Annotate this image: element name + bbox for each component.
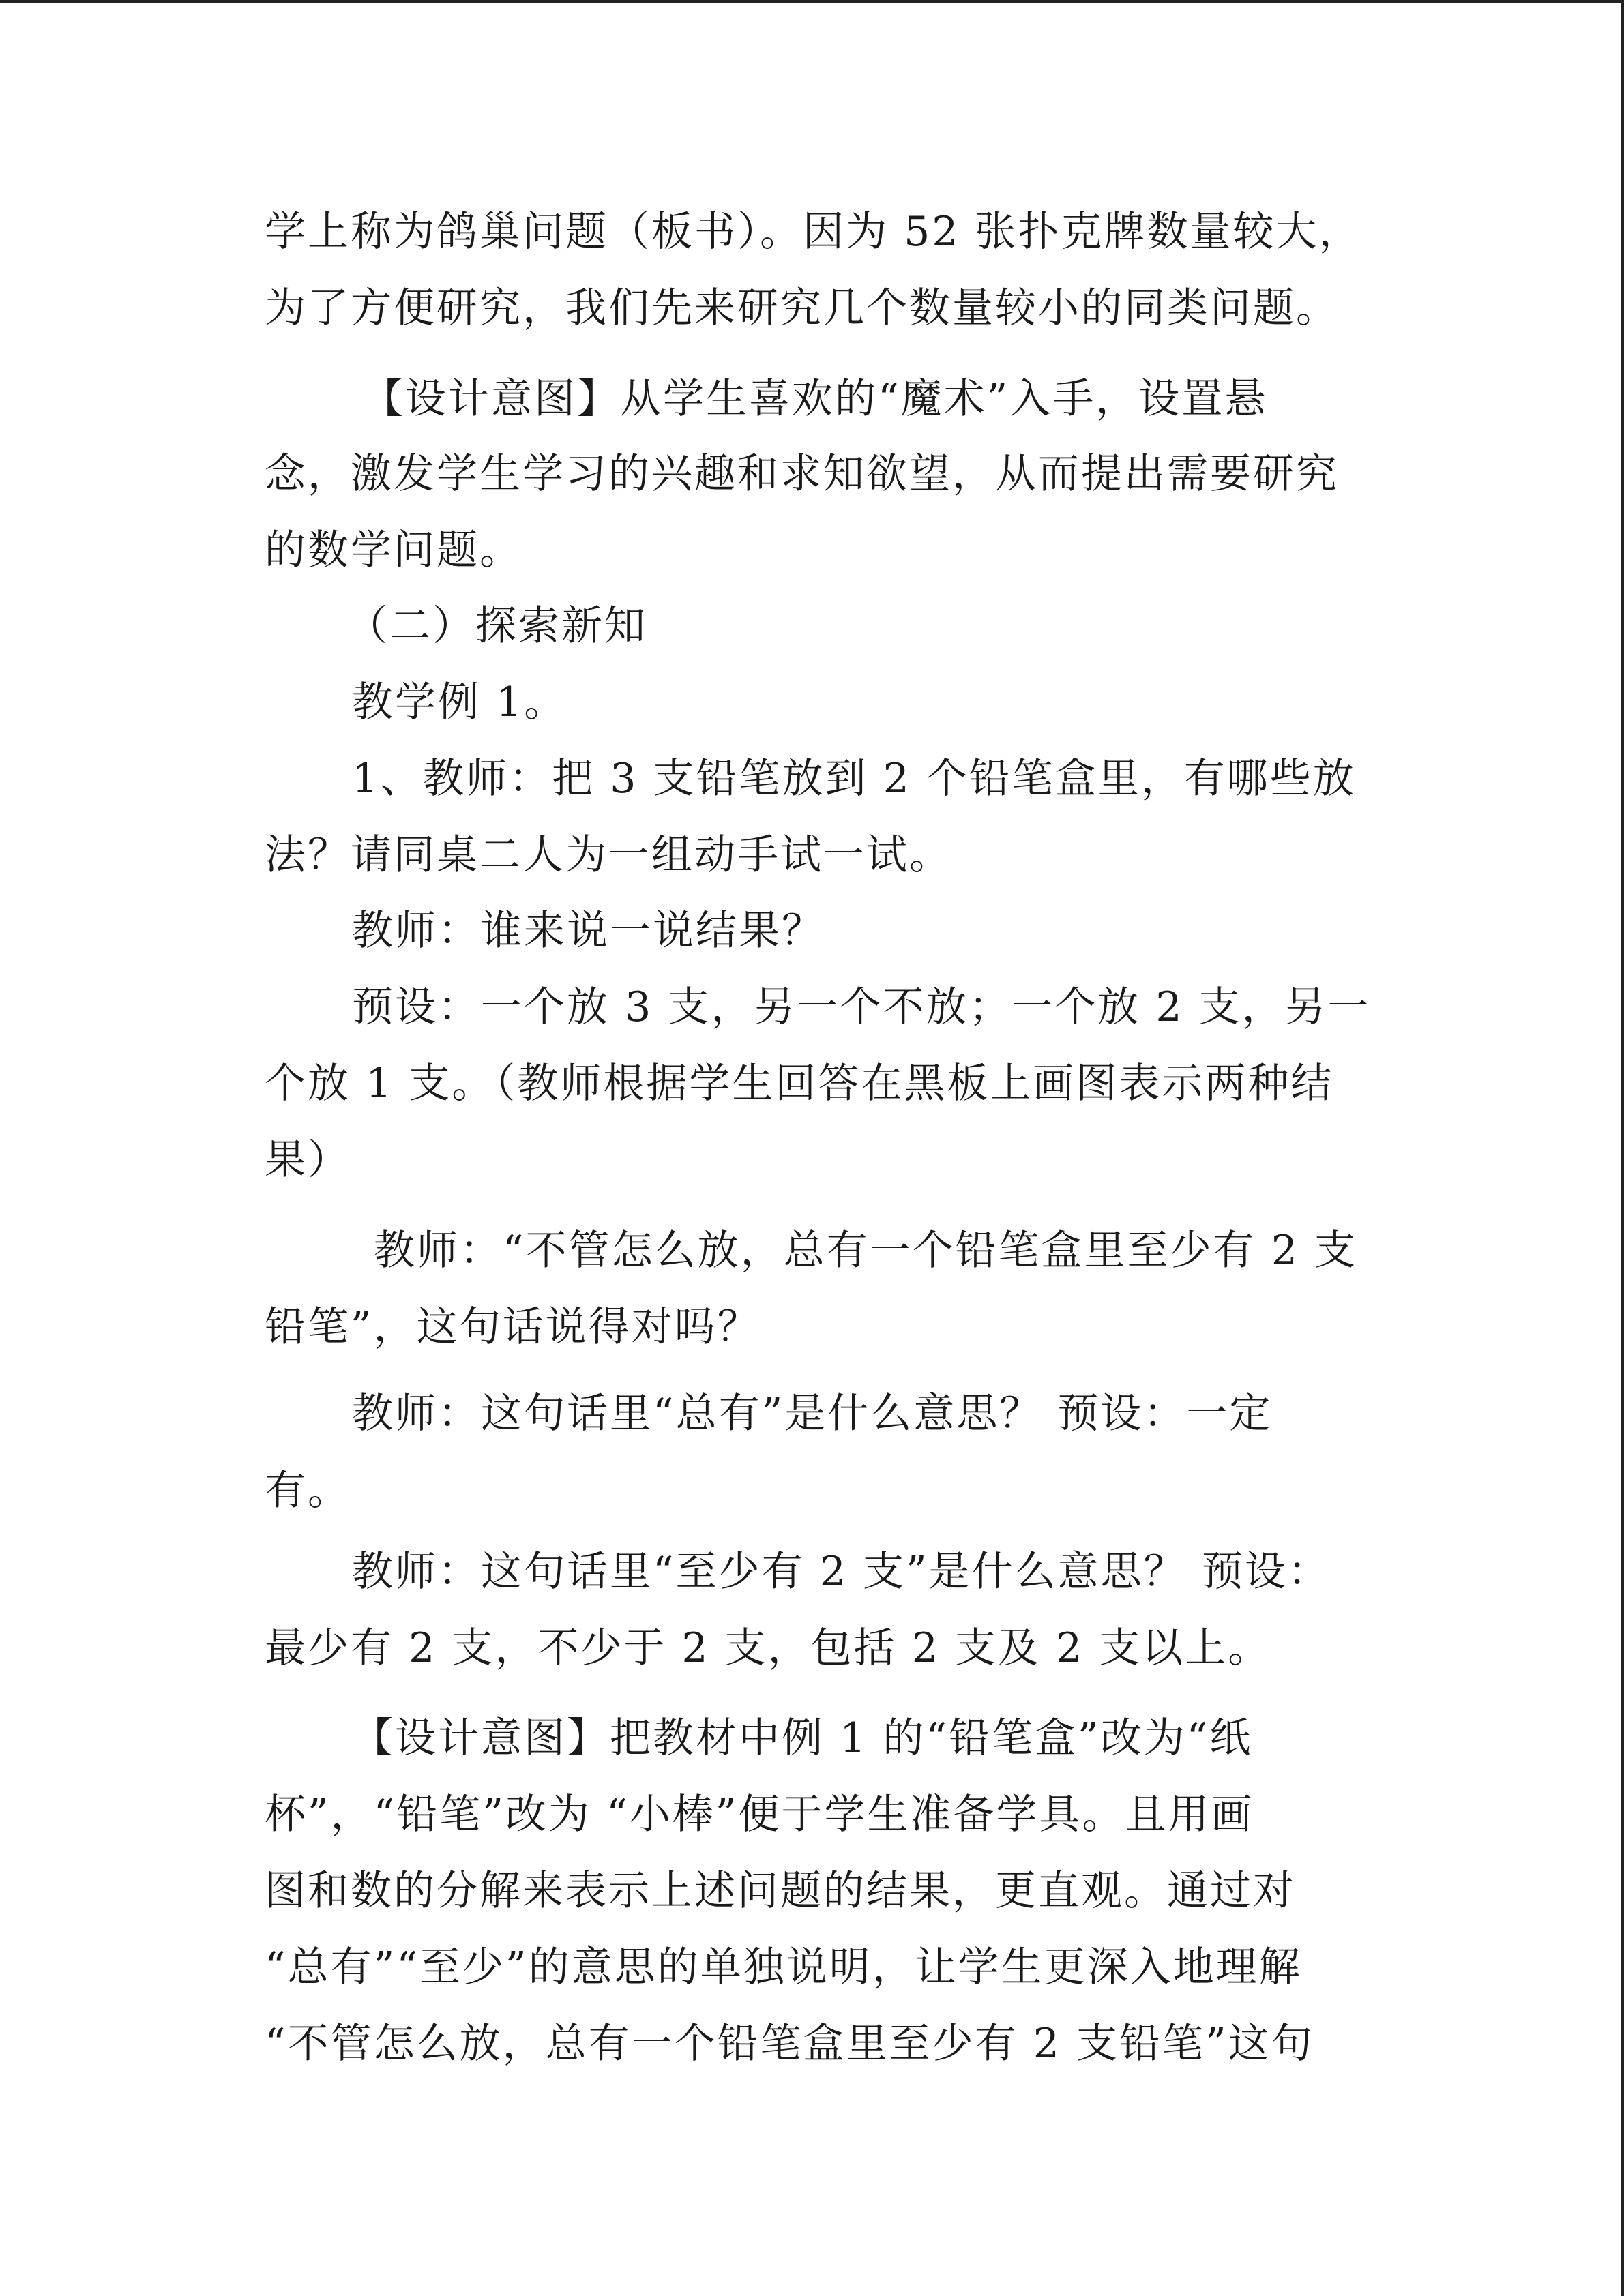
section-heading: （二）探索新知 [346,602,647,650]
text-line: 的数学问题。 [265,526,522,574]
text-line: 念，激发学生学习的兴趣和求知欲望，从而提出需要研究 [265,450,1339,498]
text-line: 个放 1 支。（教师根据学生回答在黑板上画图表示两种结 [265,1060,1334,1107]
text-line: 杯”，“铅笔”改为 “小棒”便于学生准备学具。且用画 [265,1791,1254,1838]
text-line: 教师：这句话里“至少有 2 支”是什么意思？ 预设： [352,1548,1331,1596]
text-line: 教师：“不管怎么放，总有一个铅笔盒里至少有 2 支 [374,1227,1357,1274]
text-line: 学上称为鸽巢问题（板书）。因为 52 张扑克牌数量较大， [265,208,1362,256]
text-line: 【设计意图】把教材中例 1 的“铅笔盒”改为“纸 [352,1714,1253,1762]
text-line: 有。 [265,1467,351,1515]
page-right-border [1621,0,1624,2296]
text-line: 果） [265,1136,351,1184]
text-line: 教师：谁来说一说结果？ [352,907,825,955]
text-line: 图和数的分解来表示上述问题的结果，更直观。通过对 [265,1867,1296,1915]
text-line: 为了方便研究，我们先来研究几个数量较小的同类问题。 [265,284,1339,332]
text-line: 法？请同桌二人为一组动手试一试。 [265,831,952,879]
text-line: “不管怎么放，总有一个铅笔盒里至少有 2 支铅笔”这句 [265,2020,1314,2068]
text-line: 铅笔”，这句话说得对吗？ [265,1303,761,1351]
text-line: 教师：这句话里“总有”是什么意思？ 预设：一定 [352,1390,1273,1437]
text-line: “总有”“至少”的意思的单独说明，让学生更深入地理解 [265,1943,1302,1991]
text-line: 【设计意图】从学生喜欢的“魔术”入手，设置悬 [362,375,1268,423]
text-line: 教学例 1。 [352,679,567,726]
text-line: 预设：一个放 3 支，另一个不放；一个放 2 支，另一 [352,983,1371,1031]
text-line: 最少有 2 支，不少于 2 支，包括 2 支及 2 支以上。 [265,1624,1271,1672]
page-top-border [0,0,1624,3]
text-line: 1、教师：把 3 支铅笔放到 2 个铅笔盒里，有哪些放 [352,755,1356,803]
